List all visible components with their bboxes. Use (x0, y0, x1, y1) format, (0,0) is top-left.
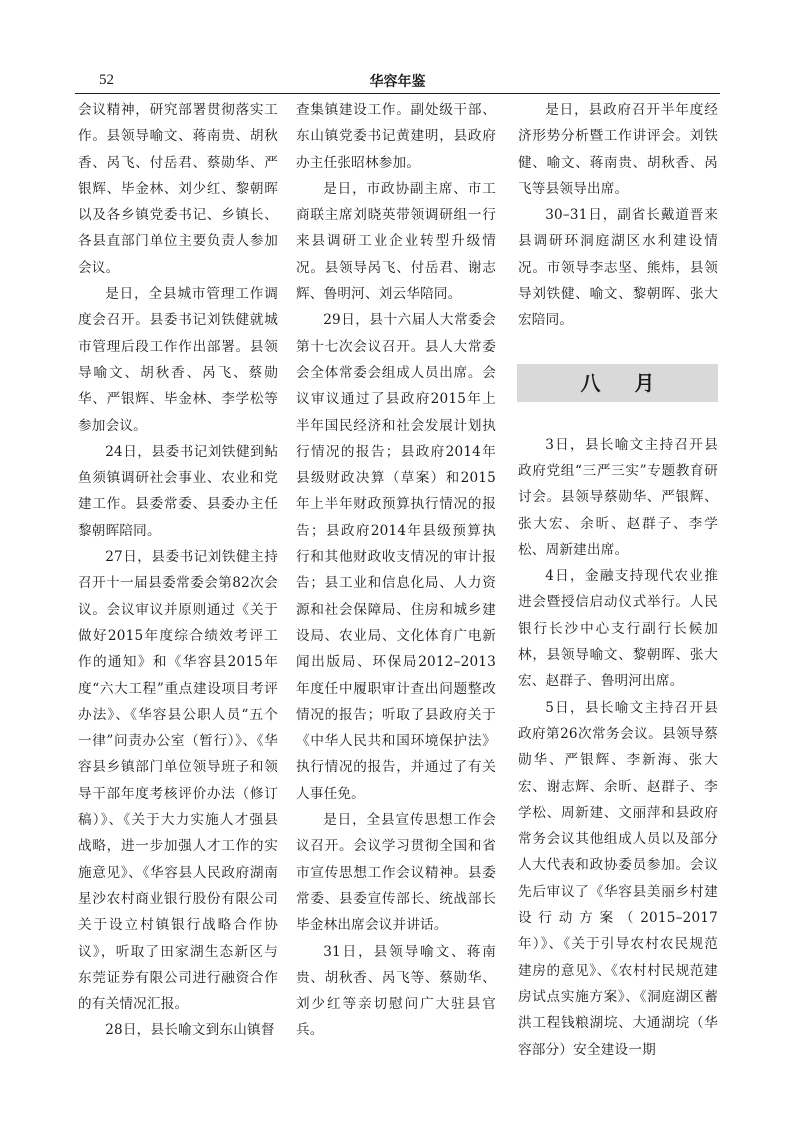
text-column-1 (78, 97, 278, 1044)
paragraph: 29日，县十六届人大常委会第十七次会议召开。县人大常委会全体常委会组成人员出席。会议审议通过了县政府2015年上半年国民经济和社会发展计划执行情况的报告；县政府2014年县级财政决算（草案）和2015年上半年财政预算执行情况的报告；县政府2014年县级预算执行和其他财政收支情况的审计报告；县工业和信息化局、人力资源和社会保障局、住房和城乡建设局、农业局、文化体育广电新闻出版局、环保局2012–2013年度任中履职审计查出问题整改情况的报告；听取了县政府关于《中华人民共和国环境保护法》执行情况的报告，并通过了有关人事任免。 (296, 312, 496, 802)
paragraph: 会议精神，研究部署贯彻落实工作。县领导喻文、蒋南贵、胡秋香、呙飞、付岳君、蔡勋华、严银辉、毕金林、刘少红、黎朝晖以及各乡镇党委书记、乡镇长、各县直部门单位主要负责人参加会议。 (78, 102, 278, 276)
paragraph: 是日，县政府召开半年度经济形势分析暨工作讲评会。刘铁健、喻文、蒋南贵、胡秋香、呙飞等县领导出席。 (518, 102, 718, 197)
paragraph: 31日，县领导喻文、蒋南贵、胡秋香、呙飞等、蔡勋华、刘少红等亲切慰问广大驻县官兵。 (296, 943, 496, 1039)
header-rule (75, 93, 720, 94)
paragraph: 4日，金融支持现代农业推进会暨授信启动仪式举行。人民银行长沙中心支行副行长候加林，县领导喻文、黎朝晖、张大宏、赵群子、鲁明河出席。 (518, 568, 718, 690)
paragraph: 27日，县委书记刘铁健主持召开十一届县委常委会第82次会议。会议审议并原则通过《关于做好2015年度综合绩效考评工作的通知》和《华容县2015年度“六大工程”重点建设项目考评办法》、《华容县公职人员“五个一律”问责办公室（暂行）》、《华容县乡镇部门单位领导班子和领导干部年度考核评价办法（修订稿）》、《关于大力实施人才强县战略，进一步加强人才工作的实施意见》、《华容县人民政府湖南星沙农村商业银行股份有限公司关于设立村镇银行战略合作协议》，听取了田家湖生态新区与东莞证券有限公司进行融资合作的有关情况汇报。 (78, 549, 278, 1013)
paragraph: 30–31日，副省长戴道晋来县调研环洞庭湖区水利建设情况。市领导李志坚、熊炜，县领导刘铁健、喻文、黎朝晖、张大宏陪同。 (518, 207, 718, 329)
paragraph: 是日，全县宣传思想工作会议召开。会议学习贯彻全国和省市宣传思想工作会议精神。县委常委、县委宣传部长、统战部长毕金林出席会议并讲话。 (296, 812, 496, 934)
page-header (75, 66, 720, 92)
paragraph: 24日，县委书记刘铁健到鲇鱼须镇调研社会事业、农业和党建工作。县委常委、县委办主任黎朝晖陪同。 (78, 443, 278, 539)
book-title: 华容年鉴 (369, 74, 426, 90)
page-number: 52 (99, 72, 114, 88)
paragraph: 查集镇建设工作。副处级干部、东山镇党委书记黄建明，县政府办主任张昭林参加。 (296, 102, 496, 171)
paragraph: 5日，县长喻文主持召开县政府第26次常务会议。县领导蔡勋华、严银辉、李新海、张大宏、谢志辉、余昕、赵群子、李学松、周新建、文丽萍和县政府常务会议其他组成人员以及部分人大代表和政协委员参加。会议先后审议了《华容县美丽乡村建设行动方案（2015–2017年）》、《关于引导农村农民规范建房的意见》、《农村村民规范建房试点实施方案》、《洞庭湖区蓄洪工程钱粮湖垸、大通湖垸（华容部分）安全建设一期 (518, 699, 718, 1058)
text-column-3 (518, 97, 718, 1063)
paragraph: 是日，市政协副主席、市工商联主席刘晓英带领调研组一行来县调研工业企业转型升级情况。县领导呙飞、付岳君、谢志辉、鲁明河、刘云华陪同。 (296, 180, 496, 303)
paragraph: 是日，全县城市管理工作调度会召开。县委书记刘铁健就城市管理后段工作作出部署。县领导喻文、胡秋香、呙飞、蔡勋华、严银辉、毕金林、李学松等参加会议。 (78, 286, 278, 434)
month-heading: 八月 (517, 364, 718, 402)
paragraph: 3日，县长喻文主持召开县政府党组“三严三实”专题教育研讨会。县领导蔡勋华、严银辉、张大宏、余昕、赵群子、李学松、周新建出席。 (518, 436, 718, 558)
text-column-2 (296, 97, 496, 1044)
paragraph: 28日，县长喻文到东山镇督 (105, 1022, 275, 1039)
